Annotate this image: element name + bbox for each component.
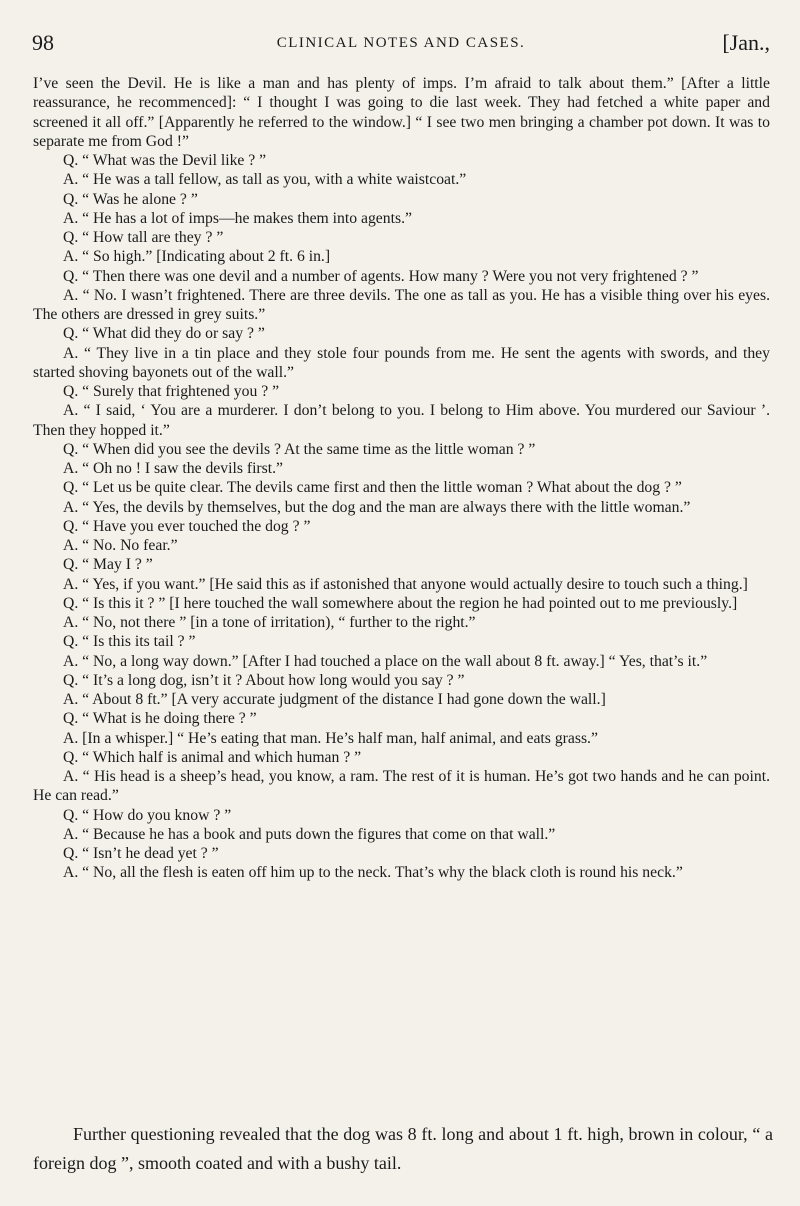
- question-line: Q. “ May I ? ”: [63, 556, 153, 574]
- question-line: Q. “ Then there was one devil and a number of agents. How many ? Were you not very frightened ? ”: [63, 267, 699, 285]
- closing-paragraph: Further questioning revealed that the dog was 8 ft. long and about 1 ft. high, brown in colour, “ a foreign dog ”, smooth coated and with a bushy tail.: [33, 1124, 773, 1173]
- answer-line: A. “ No, all the flesh is eaten off him up to the neck. That’s why the black cloth is round his neck.”: [63, 864, 683, 882]
- answer-line: A. “ No, not there ” [in a tone of irritation), “ further to the right.”: [63, 614, 476, 631]
- running-head: CLINICAL NOTES AND CASES.: [276, 35, 526, 51]
- answer-line: A. “ About 8 ft.” [A very accurate judgment of the distance I had gone down the wall.]: [63, 691, 606, 708]
- page-header: [32, 28, 770, 62]
- answer-line: A. “ They live in a tin place and they stole four pounds from me. He sent the agents with swords, and they started shoving bayonets out of the wall.”: [33, 344, 770, 381]
- answer-line: A. “ Oh no ! I saw the devils first.”: [63, 460, 284, 477]
- answer-line: A. “ I said, ‘ You are a murderer. I don’t belong to you. I belong to Him above. You murdered our Saviour ’. Then they hopped it.”: [33, 402, 770, 439]
- answer-line: A. “ So high.” [Indicating about 2 ft. 6 in.]: [63, 248, 331, 266]
- question-line: Q. “ When did you see the devils ? At the same time as the little woman ? ”: [63, 440, 536, 458]
- answer-line: A. “ No. No fear.”: [63, 537, 178, 554]
- question-line: Q. “ Let us be quite clear. The devils came first and then the little woman ? What about the dog ? ”: [63, 479, 682, 497]
- body-text: [33, 74, 770, 883]
- page-number: 98: [32, 30, 54, 55]
- answer-line: A. “ No, a long way down.” [After I had touched a place on the wall about 8 ft. away.] “ Yes, that’s it.”: [63, 652, 708, 670]
- answer-line: A. “ Yes, if you want.” [He said this as if astonished that anyone would actually desire to touch such a thing.]: [63, 575, 748, 593]
- question-line: Q. “ Isn’t he dead yet ? ”: [63, 845, 219, 862]
- question-line: Q. “ Was he alone ? ”: [63, 190, 198, 208]
- answer-line: A. “ He was a tall fellow, as tall as you, with a white waistcoat.”: [63, 171, 467, 189]
- question-line: Q. “ How tall are they ? ”: [63, 229, 224, 246]
- question-line: Q. “ What was the Devil like ? ”: [63, 152, 267, 169]
- answer-line: A. “ He has a lot of imps—he makes them into agents.”: [63, 209, 412, 227]
- question-line: Q. “ Which half is animal and which human ? ”: [63, 748, 362, 766]
- answer-line: A. [In a whisper.] “ He’s eating that man. He’s half man, half animal, and eats grass.”: [63, 729, 598, 747]
- question-line: Q. “ It’s a long dog, isn’t it ? About how long would you say ? ”: [63, 671, 465, 689]
- answer-line: A. “ His head is a sheep’s head, you know, a ram. The rest of it is human. He’s got two hands and he can point. He can read.”: [33, 768, 770, 805]
- answer-line: A. “ Because he has a book and puts down the figures that come on that wall.”: [63, 825, 556, 843]
- running-date: [Jan.,: [722, 30, 770, 55]
- question-line: Q. “ What did they do or say ? ”: [63, 325, 265, 343]
- answer-line: A. “ Yes, the devils by themselves, but the dog and the man are always there with the little woman.”: [63, 498, 691, 516]
- question-line: Q. “ Is this its tail ? ”: [63, 633, 196, 651]
- question-line: Q. “ What is he doing there ? ”: [63, 710, 257, 728]
- question-line: Q. “ How do you know ? ”: [63, 806, 232, 824]
- question-line: Q. “ Have you ever touched the dog ? ”: [63, 517, 311, 535]
- question-line: Q. “ Is this it ? ” [I here touched the wall somewhere about the region he had pointed out to me previously.]: [63, 594, 738, 612]
- question-line: Q. “ Surely that frightened you ? ”: [63, 383, 280, 400]
- answer-line: A. “ No. I wasn’t frightened. There are three devils. The one as tall as you. He has a visible thing over his eyes. The others are dressed in grey suits.”: [33, 286, 770, 323]
- opening-paragraph: I’ve seen the Devil. He is like a man and has plenty of imps. I’m afraid to talk about them.” [After a little reassurance, he recommenced]: “ I thought I was going to die last week. They had fetched a white paper and screened it all off.” [Apparently he referred to the window.] “ I see two men bringing a chamber pot down. It was to separate me from God !”: [33, 75, 770, 150]
